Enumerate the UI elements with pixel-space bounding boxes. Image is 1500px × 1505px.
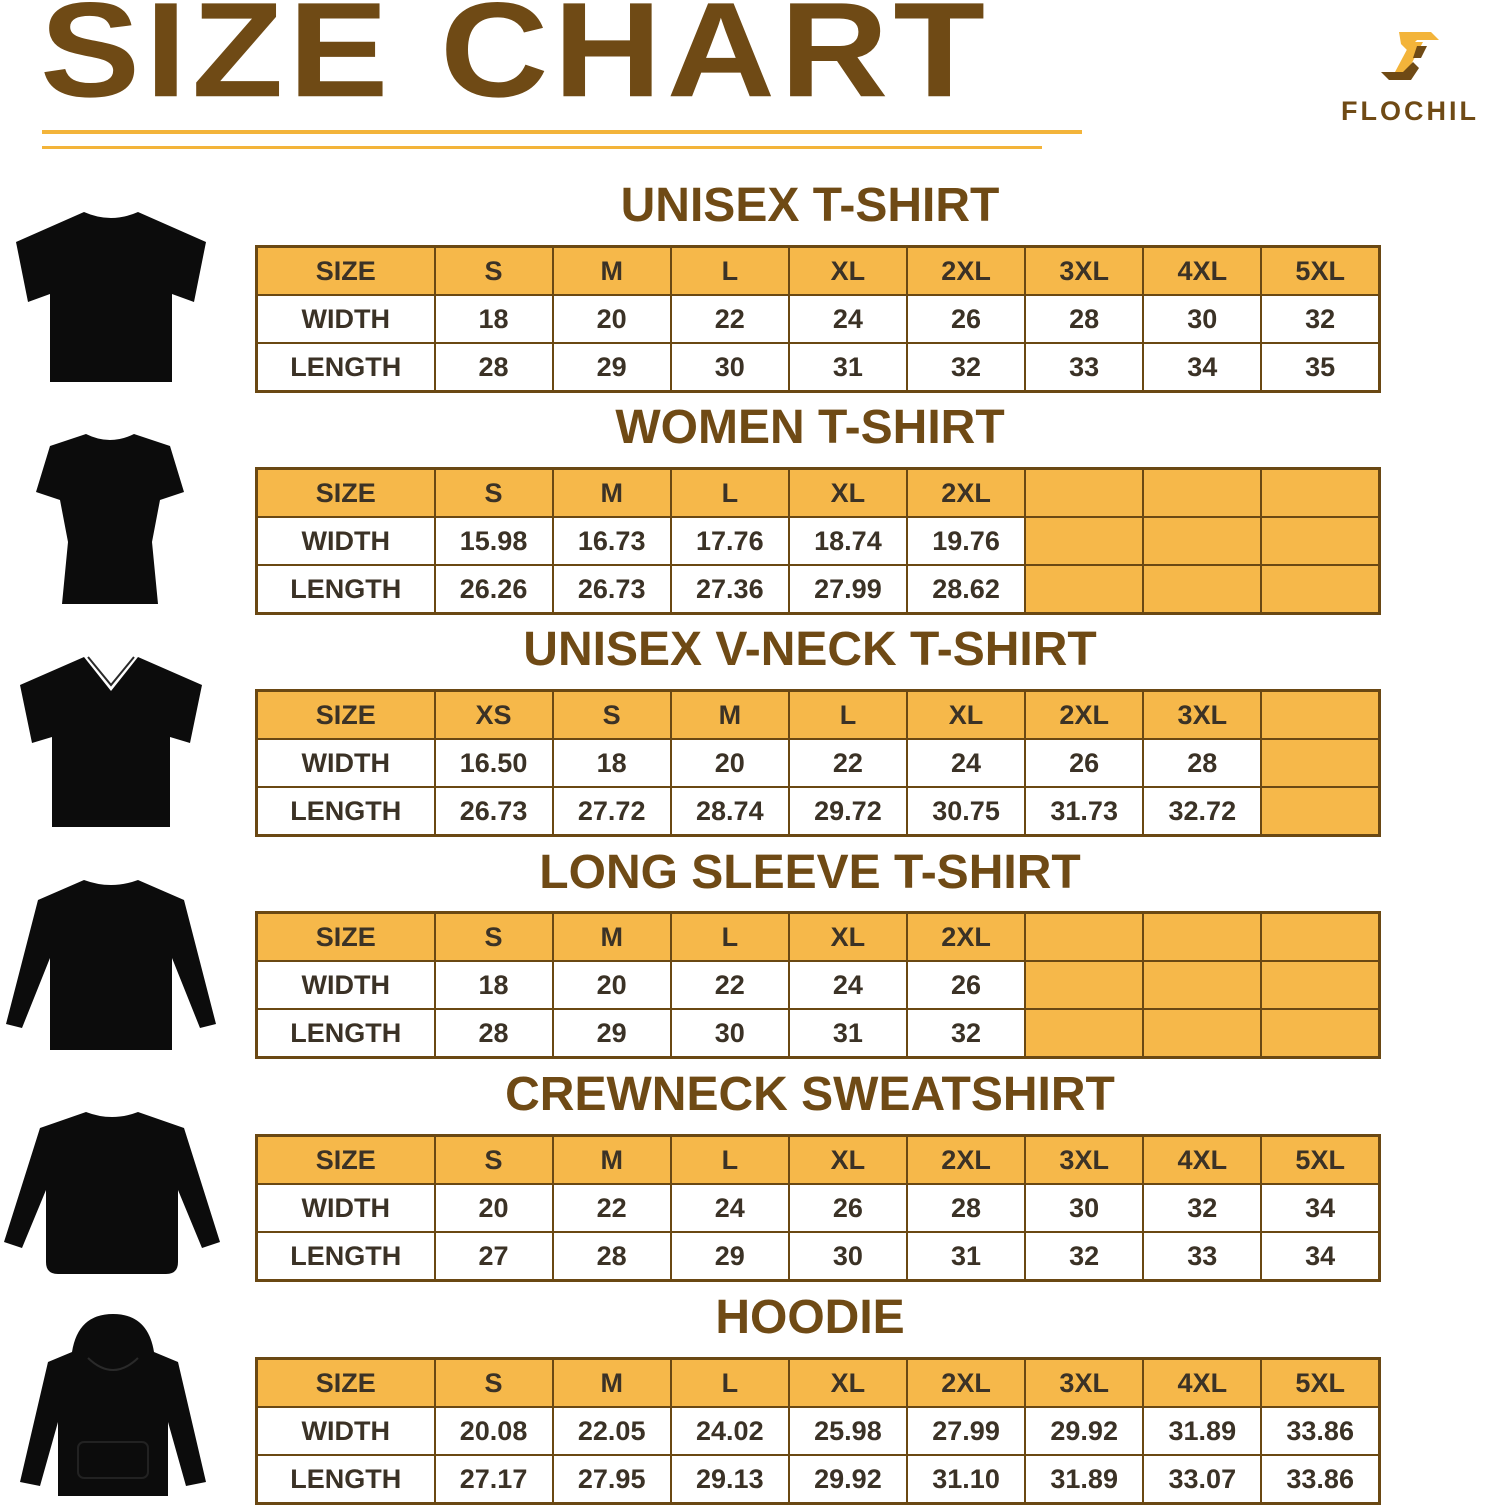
size-cell: 4XL — [1143, 247, 1261, 296]
size-cell: S — [435, 1359, 553, 1408]
length-cell: 30.75 — [907, 787, 1025, 836]
section-title-crewneck-sweatshirt: CREWNECK SWEATSHIRT — [505, 1068, 1115, 1121]
size-table-unisex-tshirt — [255, 245, 1381, 393]
size-cell: 2XL — [907, 469, 1025, 518]
empty-cell — [1261, 961, 1379, 1009]
length-cell: 28 — [435, 343, 553, 392]
size-table-vneck-tshirt — [255, 689, 1381, 837]
length-cell: 34 — [1143, 343, 1261, 392]
table-row-width — [257, 295, 1380, 343]
table-row-width — [257, 739, 1380, 787]
width-cell: 24 — [789, 295, 907, 343]
length-cell: 34 — [1261, 1232, 1379, 1281]
size-cell: L — [671, 469, 789, 518]
size-cell: XS — [435, 691, 553, 740]
length-cell: 26.26 — [435, 565, 553, 614]
size-cell: 3XL — [1025, 1359, 1143, 1408]
row-label: LENGTH — [257, 565, 435, 614]
section-title-long-sleeve-tshirt: LONG SLEEVE T-SHIRT — [539, 846, 1081, 899]
row-label: SIZE — [257, 1136, 435, 1185]
empty-cell — [1261, 1009, 1379, 1058]
length-cell: 27.95 — [553, 1455, 671, 1504]
width-cell: 26 — [907, 295, 1025, 343]
length-cell: 28 — [553, 1232, 671, 1281]
table-row-length — [257, 343, 1380, 392]
empty-cell — [1261, 787, 1379, 836]
length-cell: 28.74 — [671, 787, 789, 836]
size-cell: M — [553, 1359, 671, 1408]
row-label: LENGTH — [257, 1232, 435, 1281]
length-cell: 32.72 — [1143, 787, 1261, 836]
length-cell: 27.17 — [435, 1455, 553, 1504]
width-cell: 32 — [1261, 295, 1379, 343]
table-row-width — [257, 1407, 1380, 1455]
empty-cell — [1143, 961, 1261, 1009]
size-cell: L — [671, 247, 789, 296]
vneck-tshirt-icon — [18, 655, 204, 829]
row-label: WIDTH — [257, 1184, 435, 1232]
title-underline-secondary — [42, 146, 1042, 149]
width-cell: 24.02 — [671, 1407, 789, 1455]
length-cell: 27 — [435, 1232, 553, 1281]
width-cell: 16.73 — [553, 517, 671, 565]
width-cell: 24 — [789, 961, 907, 1009]
length-cell: 31 — [789, 343, 907, 392]
empty-cell — [1143, 913, 1261, 962]
table-row-length — [257, 1009, 1380, 1058]
size-cell: 3XL — [1143, 691, 1261, 740]
size-cell: S — [435, 247, 553, 296]
table-row-length — [257, 787, 1380, 836]
length-cell: 26.73 — [553, 565, 671, 614]
section-title-vneck-tshirt: UNISEX V-NECK T-SHIRT — [523, 623, 1097, 676]
length-cell: 26.73 — [435, 787, 553, 836]
size-cell: 2XL — [907, 913, 1025, 962]
size-cell: 5XL — [1261, 247, 1379, 296]
size-cell: S — [553, 691, 671, 740]
size-cell: XL — [789, 1136, 907, 1185]
length-cell: 31.10 — [907, 1455, 1025, 1504]
empty-cell — [1143, 1009, 1261, 1058]
section-title-hoodie: HOODIE — [715, 1291, 905, 1344]
table-row-width — [257, 961, 1380, 1009]
size-cell: 5XL — [1261, 1136, 1379, 1185]
length-cell: 27.72 — [553, 787, 671, 836]
width-cell: 20 — [671, 739, 789, 787]
width-cell: 28 — [907, 1184, 1025, 1232]
size-cell: 2XL — [907, 1136, 1025, 1185]
row-label: WIDTH — [257, 739, 435, 787]
empty-cell — [1261, 913, 1379, 962]
size-cell: 4XL — [1143, 1136, 1261, 1185]
length-cell: 31.89 — [1025, 1455, 1143, 1504]
size-table-crewneck-sweatshirt — [255, 1134, 1381, 1282]
row-label: SIZE — [257, 1359, 435, 1408]
width-cell: 18.74 — [789, 517, 907, 565]
table-row-size — [257, 247, 1380, 296]
row-label: LENGTH — [257, 787, 435, 836]
width-cell: 20 — [435, 1184, 553, 1232]
size-cell: M — [553, 1136, 671, 1185]
width-cell: 22.05 — [553, 1407, 671, 1455]
width-cell: 20 — [553, 961, 671, 1009]
empty-cell — [1025, 565, 1143, 614]
width-cell: 32 — [1143, 1184, 1261, 1232]
row-label: LENGTH — [257, 1009, 435, 1058]
width-cell: 18 — [435, 295, 553, 343]
empty-cell — [1025, 517, 1143, 565]
length-cell: 33.07 — [1143, 1455, 1261, 1504]
hoodie-icon — [18, 1312, 208, 1498]
empty-cell — [1025, 1009, 1143, 1058]
size-cell: 2XL — [907, 247, 1025, 296]
size-cell: XL — [789, 1359, 907, 1408]
width-cell: 16.50 — [435, 739, 553, 787]
row-label: SIZE — [257, 913, 435, 962]
width-cell: 26 — [907, 961, 1025, 1009]
table-row-size — [257, 913, 1380, 962]
width-cell: 30 — [1143, 295, 1261, 343]
width-cell: 24 — [907, 739, 1025, 787]
width-cell: 20.08 — [435, 1407, 553, 1455]
table-row-size — [257, 1359, 1380, 1408]
length-cell: 31 — [789, 1009, 907, 1058]
width-cell: 25.98 — [789, 1407, 907, 1455]
page-title: SIZE CHART — [40, 0, 990, 126]
size-cell: L — [671, 1136, 789, 1185]
size-cell: 2XL — [1025, 691, 1143, 740]
size-cell: S — [435, 1136, 553, 1185]
empty-cell — [1025, 961, 1143, 1009]
table-row-width — [257, 1184, 1380, 1232]
width-cell: 20 — [553, 295, 671, 343]
size-cell: L — [671, 913, 789, 962]
size-cell: XL — [789, 469, 907, 518]
size-cell: XL — [907, 691, 1025, 740]
row-label: WIDTH — [257, 1407, 435, 1455]
width-cell: 18 — [435, 961, 553, 1009]
empty-cell — [1261, 565, 1379, 614]
width-cell: 17.76 — [671, 517, 789, 565]
length-cell: 27.36 — [671, 565, 789, 614]
row-label: SIZE — [257, 469, 435, 518]
width-cell: 22 — [671, 961, 789, 1009]
size-cell: L — [789, 691, 907, 740]
size-cell: XL — [789, 913, 907, 962]
row-label: LENGTH — [257, 343, 435, 392]
length-cell: 32 — [907, 343, 1025, 392]
width-cell: 15.98 — [435, 517, 553, 565]
length-cell: 32 — [1025, 1232, 1143, 1281]
length-cell: 29 — [553, 343, 671, 392]
width-cell: 24 — [671, 1184, 789, 1232]
empty-cell — [1261, 517, 1379, 565]
length-cell: 28.62 — [907, 565, 1025, 614]
size-table-women-tshirt — [255, 467, 1381, 615]
size-cell: M — [671, 691, 789, 740]
section-title-women-tshirt: WOMEN T-SHIRT — [615, 401, 1005, 454]
row-label: WIDTH — [257, 961, 435, 1009]
size-table-hoodie — [255, 1357, 1381, 1505]
long-sleeve-shirt-icon — [4, 878, 218, 1052]
size-cell: S — [435, 469, 553, 518]
width-cell: 26 — [1025, 739, 1143, 787]
width-cell: 27.99 — [907, 1407, 1025, 1455]
length-cell: 30 — [671, 343, 789, 392]
women-tshirt-icon — [34, 432, 186, 606]
length-cell: 29 — [671, 1232, 789, 1281]
length-cell: 29.13 — [671, 1455, 789, 1504]
empty-cell — [1261, 469, 1379, 518]
empty-cell — [1025, 913, 1143, 962]
length-cell: 32 — [907, 1009, 1025, 1058]
length-cell: 33 — [1143, 1232, 1261, 1281]
title-underline — [42, 130, 1082, 134]
width-cell: 22 — [553, 1184, 671, 1232]
length-cell: 31 — [907, 1232, 1025, 1281]
size-cell: 3XL — [1025, 1136, 1143, 1185]
empty-cell — [1261, 739, 1379, 787]
empty-cell — [1143, 469, 1261, 518]
length-cell: 33.86 — [1261, 1455, 1379, 1504]
size-cell: L — [671, 1359, 789, 1408]
width-cell: 18 — [553, 739, 671, 787]
table-row-size — [257, 469, 1380, 518]
width-cell: 28 — [1143, 739, 1261, 787]
tshirt-icon — [14, 210, 208, 384]
length-cell: 35 — [1261, 343, 1379, 392]
table-row-size — [257, 691, 1380, 740]
size-cell: 4XL — [1143, 1359, 1261, 1408]
width-cell: 34 — [1261, 1184, 1379, 1232]
length-cell: 29.92 — [789, 1455, 907, 1504]
flochil-logo-icon — [1377, 28, 1443, 84]
length-cell: 33 — [1025, 343, 1143, 392]
length-cell: 30 — [789, 1232, 907, 1281]
empty-cell — [1143, 517, 1261, 565]
width-cell: 22 — [789, 739, 907, 787]
length-cell: 31.73 — [1025, 787, 1143, 836]
table-row-width — [257, 517, 1380, 565]
length-cell: 27.99 — [789, 565, 907, 614]
size-table-long-sleeve-tshirt — [255, 911, 1381, 1059]
width-cell: 33.86 — [1261, 1407, 1379, 1455]
length-cell: 29 — [553, 1009, 671, 1058]
empty-cell — [1143, 565, 1261, 614]
size-cell: XL — [789, 247, 907, 296]
table-row-length — [257, 1232, 1380, 1281]
size-cell: M — [553, 913, 671, 962]
length-cell: 30 — [671, 1009, 789, 1058]
size-cell: 2XL — [907, 1359, 1025, 1408]
width-cell: 31.89 — [1143, 1407, 1261, 1455]
row-label: WIDTH — [257, 295, 435, 343]
size-cell: M — [553, 469, 671, 518]
width-cell: 22 — [671, 295, 789, 343]
size-cell: S — [435, 913, 553, 962]
brand-name: FLOCHIL — [1341, 96, 1479, 126]
width-cell: 19.76 — [907, 517, 1025, 565]
sweatshirt-icon — [2, 1110, 222, 1276]
size-cell: 5XL — [1261, 1359, 1379, 1408]
size-cell: 3XL — [1025, 247, 1143, 296]
table-row-size — [257, 1136, 1380, 1185]
section-title-unisex-tshirt: UNISEX T-SHIRT — [620, 179, 1000, 232]
row-label: SIZE — [257, 247, 435, 296]
row-label: WIDTH — [257, 517, 435, 565]
length-cell: 29.72 — [789, 787, 907, 836]
table-row-length — [257, 565, 1380, 614]
size-cell: M — [553, 247, 671, 296]
empty-cell — [1025, 469, 1143, 518]
length-cell: 28 — [435, 1009, 553, 1058]
width-cell: 28 — [1025, 295, 1143, 343]
width-cell: 30 — [1025, 1184, 1143, 1232]
row-label: LENGTH — [257, 1455, 435, 1504]
brand-logo — [1325, 28, 1495, 128]
width-cell: 29.92 — [1025, 1407, 1143, 1455]
table-row-length — [257, 1455, 1380, 1504]
row-label: SIZE — [257, 691, 435, 740]
empty-cell — [1261, 691, 1379, 740]
width-cell: 26 — [789, 1184, 907, 1232]
